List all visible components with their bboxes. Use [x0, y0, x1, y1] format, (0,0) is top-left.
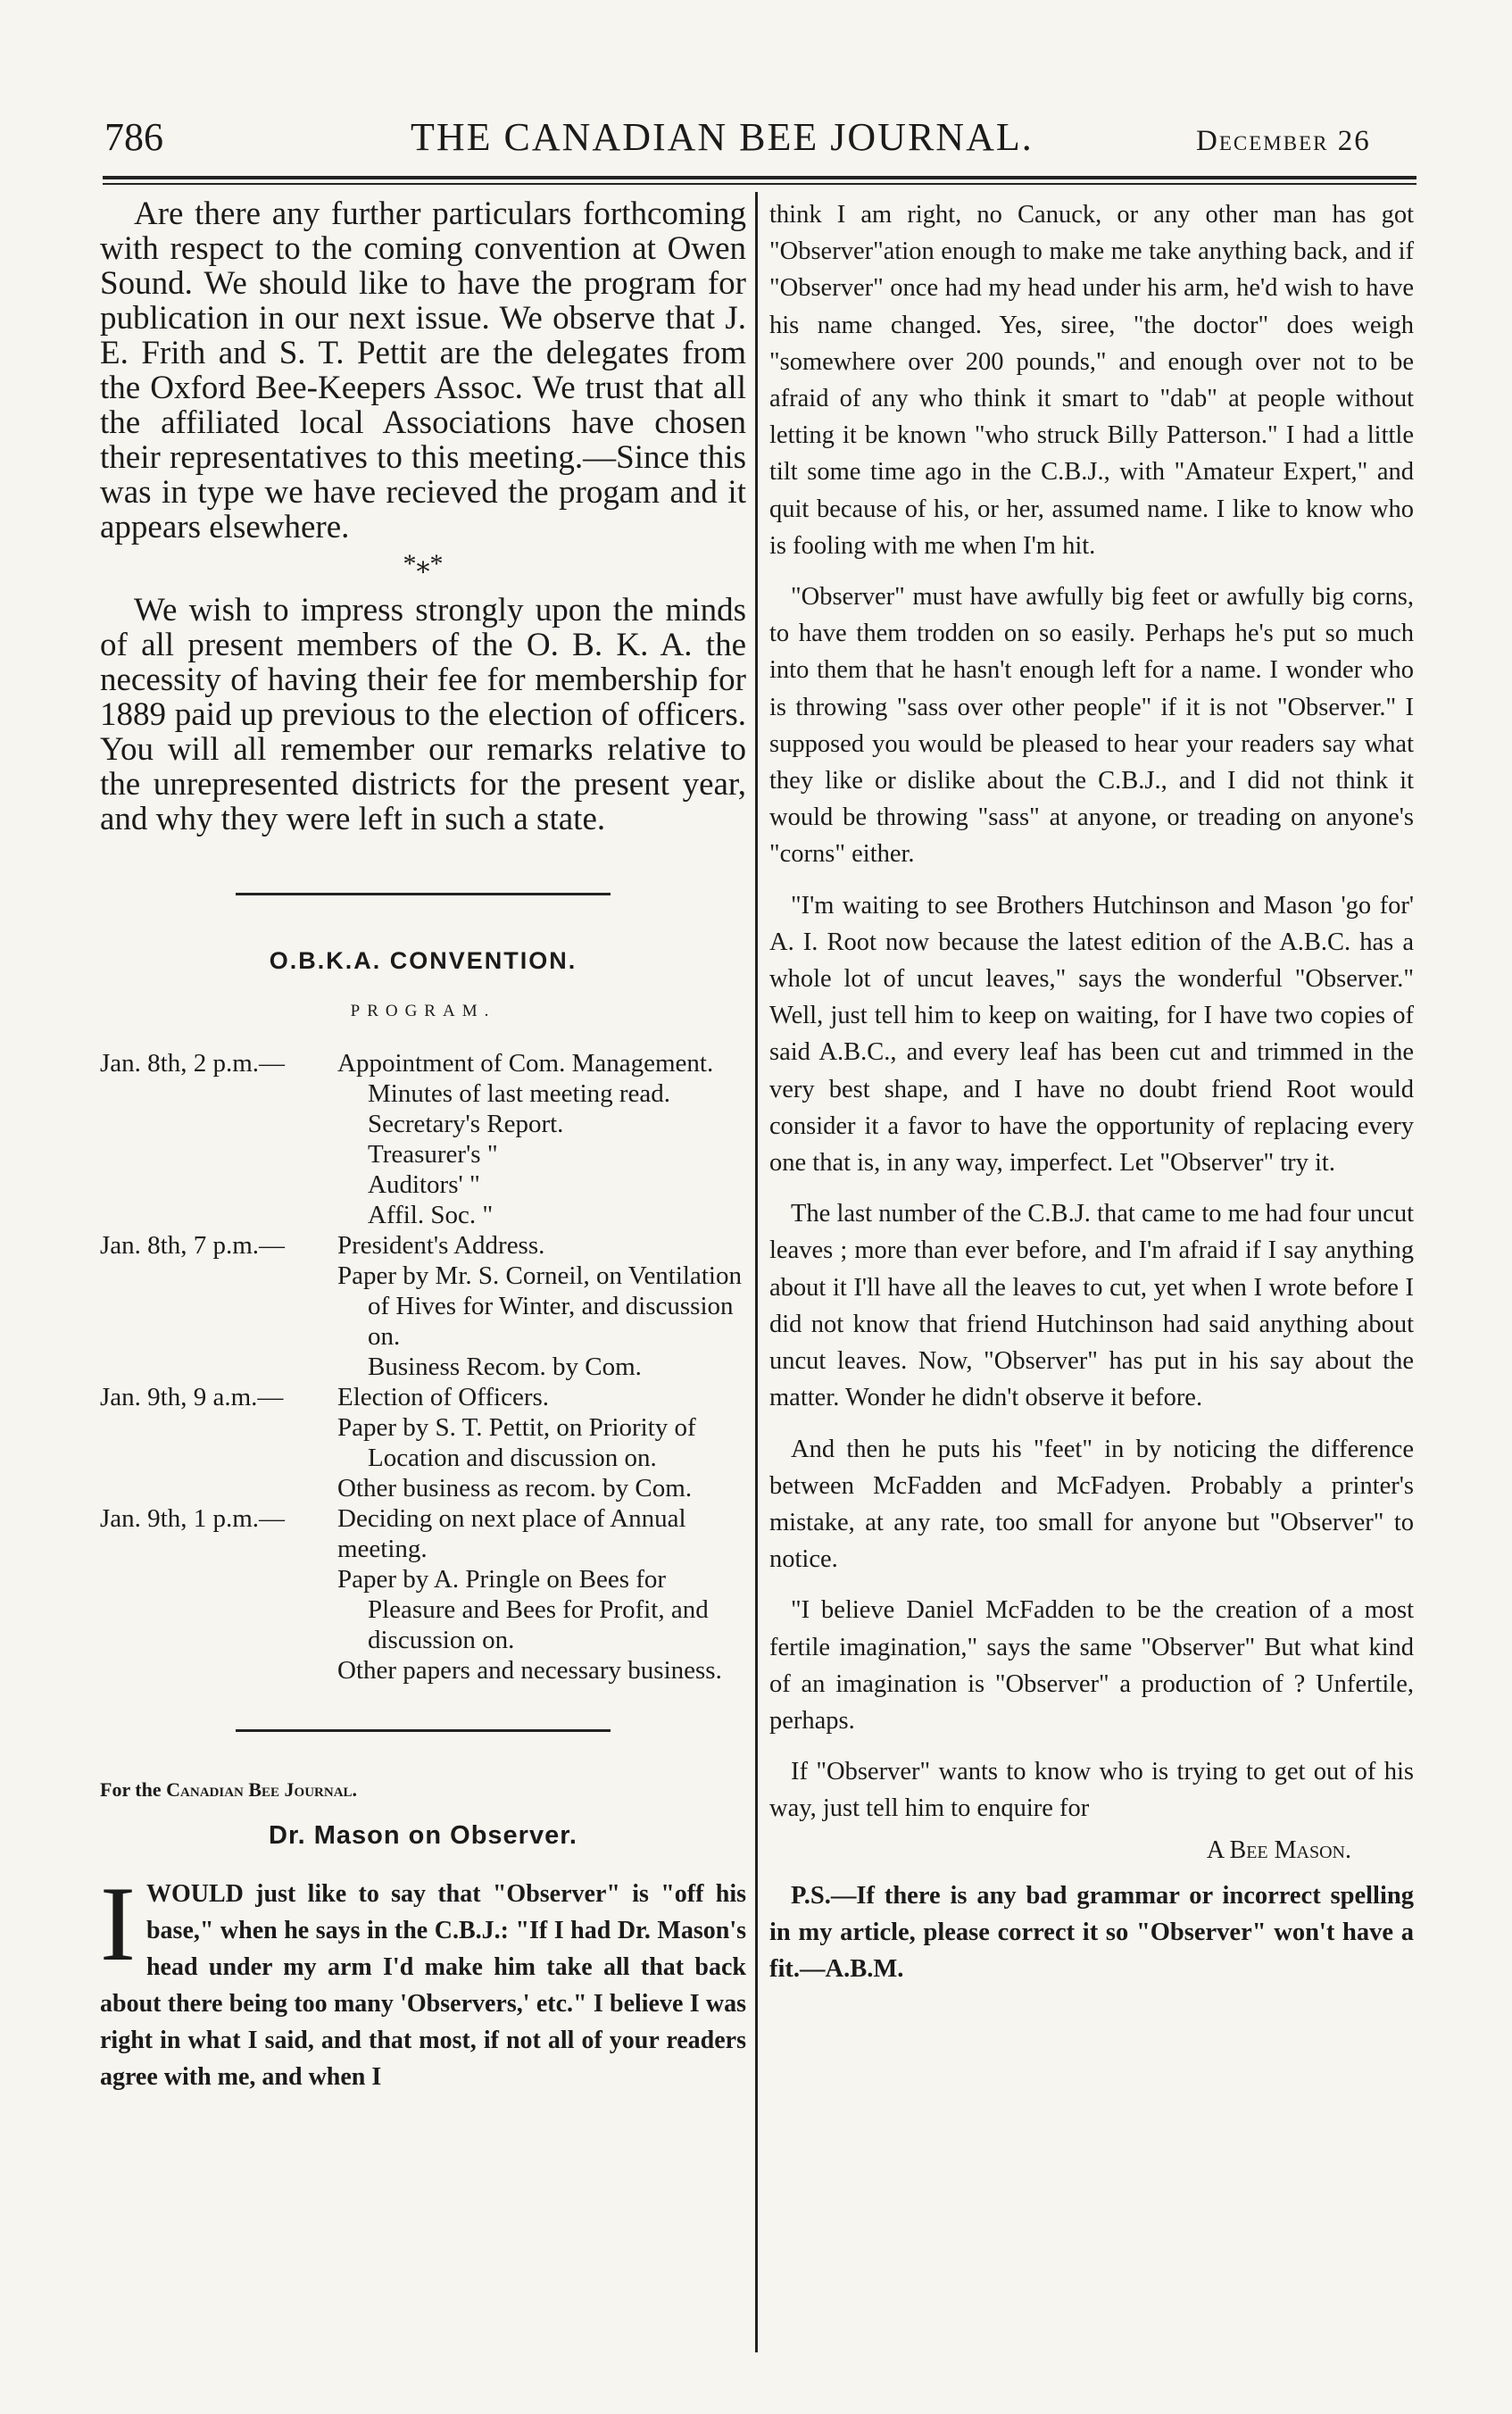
- session-time: Jan. 9th, 9 a.m.—: [100, 1383, 284, 1411]
- article-opening-text: WOULD just like to say that "Observer" is "off his base," when he says in the C.B.J.: "If I had Dr. Mason's head under my arm I'd make him take all that back about there being too many 'Observers,' etc." I believe I was right in what I said, and that most, if not all of your readers agree with me, and when I: [100, 1880, 746, 2091]
- journal-name-smallcaps: Canadian Bee Journal.: [166, 1778, 358, 1801]
- program-session: [100, 1048, 746, 1230]
- program-item: President's Address.: [337, 1231, 545, 1260]
- article-paragraph: "I'm waiting to see Brothers Hutchinson and Mason 'go for' A. I. Root now because the latest edition of the A.B.C. has a whole lot of uncut leaves," says the wonderful "Observer." Well, just tell him to keep on waiting, for I have two copies of said A.B.C., and every leaf has been cut and trimmed in the very best shape, and I have no doubt friend Root would consider it a favor to have the opportunity of replacing every one that is, in any way, imperfect. Let "Observer" try it.: [769, 891, 1414, 1178]
- right-column: [769, 196, 1414, 2002]
- program-session: [100, 1230, 746, 1382]
- drop-cap: I: [100, 1864, 136, 1983]
- program-item: Other business as recom. by Com.: [337, 1474, 693, 1503]
- journal-title: THE CANADIAN BEE JOURNAL.: [411, 115, 1034, 159]
- article-paragraph: The last number of the C.B.J. that came to me had four uncut leaves ; more than ever before, and I'm afraid if I say anything about it I'll have all the leaves to cut, yet when I wrote before I did not know that friend Hutchinson had said anything about uncut leaves. Now, "Observer" has put in his say about the matter. Wonder he didn't observe it before.: [769, 1200, 1414, 1412]
- article-paragraph: "Observer" must have awfully big feet or awfully big corns, to have them trodden on so easily. Perhaps he's put so much into them that he hasn't enough left for a name. I wonder who is throwing "sass over other people" if it is not "Observer." I supposed you would be pleased to hear your readers say what they like or dislike about the C.B.J., and I did not think it would be throwing "sass" at anyone, or treading on anyone's "corns" either.: [769, 583, 1414, 869]
- program-item: Appointment of Com. Management.: [337, 1049, 714, 1078]
- program-item: Affil. Soc. ": [368, 1201, 494, 1229]
- program-session: [100, 1503, 746, 1686]
- page-number: 786: [104, 115, 163, 159]
- program-item: Deciding on next place of Annual meeting.: [337, 1504, 686, 1563]
- program-item: Paper by S. T. Pettit, on Priority of Location and discussion on.: [337, 1413, 696, 1472]
- session-time: Jan. 8th, 7 p.m.—: [100, 1231, 286, 1260]
- program-session: [100, 1382, 746, 1503]
- article-title: Dr. Mason on Observer.: [269, 1821, 577, 1850]
- program-item: Minutes of last meeting read.: [368, 1079, 671, 1108]
- asterism: *⁎*: [403, 549, 444, 579]
- program-item: Treasurer's ": [368, 1140, 498, 1169]
- left-column: [100, 196, 746, 2095]
- header-rule-thin: [103, 183, 1416, 185]
- program-item: Paper by A. Pringle on Bees for Pleasure and Bees for Profit, and discussion on.: [337, 1565, 709, 1654]
- editorial-paragraph: Are there any further particulars forthcoming with respect to the coming convention at Owen Sound. We should like to have the program for publication in our next issue. We observe that J. E. Frith and S. T. Pettit are the delegates from the Oxford Bee-Keepers Assoc. We trust that all the affiliated local Associations have chosen their representatives to this meeting.—Since this was in type we have recieved the progam and it appears elsewhere.: [100, 196, 746, 545]
- program-item: Paper by Mr. S. Corneil, on Ventilation of Hives for Winter, and discussion on.: [337, 1261, 742, 1351]
- article-paragraph: think I am right, no Canuck, or any other man has got "Observer"ation enough to make me take anything back, and if "Observer" once had my head under his arm, he'd wish to have his name changed. Yes, siree, "the doctor" does weigh "somewhere over 200 pounds," and enough over not to be afraid of any who think it smart to "dab" at people without letting it be known "who struck Billy Patterson." I had a little tilt some time ago in the C.B.J., with "Amateur Expert," and quit because of his, or her, assumed name. I like to know who is fooling with me when I'm hit.: [769, 201, 1414, 560]
- issue-date: December 26: [1196, 125, 1371, 157]
- session-time: Jan. 8th, 2 p.m.—: [100, 1049, 286, 1078]
- program-item: Business Recom. by Com.: [368, 1353, 642, 1381]
- program-item: Auditors' ": [368, 1170, 480, 1199]
- program-item: Election of Officers.: [337, 1383, 550, 1411]
- section-ornament: [100, 1712, 746, 1739]
- section-ornament: [100, 876, 746, 903]
- program-item: Other papers and necessary business.: [337, 1656, 722, 1685]
- program-list: [100, 1048, 746, 1686]
- for-line-prefix: For the: [100, 1778, 167, 1801]
- program-heading: PROGRAM.: [350, 1002, 496, 1020]
- header-rule: [103, 176, 1416, 179]
- article-paragraph: If "Observer" wants to know who is trying to get out of his way, just tell him to enquire for: [769, 1758, 1414, 1823]
- editorial-paragraph: We wish to impress strongly upon the minds of all present members of the O. B. K. A. the necessity of having their fee for membership for 1889 paid up previous to the election of officers. You will all remember our remarks relative to the unrepresented districts for the present year, and why they were left in such a state.: [100, 592, 746, 837]
- column-divider: [755, 192, 758, 2352]
- session-time: Jan. 9th, 1 p.m.—: [100, 1504, 286, 1533]
- convention-title: O.B.K.A. CONVENTION.: [269, 947, 577, 974]
- article-paragraph: "I believe Daniel McFadden to be the creation of a most fertile imagination," says the same "Observer" But what kind of an imagination is "Observer" a production of ? Unfertile, perhaps.: [769, 1596, 1414, 1735]
- article-opening: [100, 1864, 746, 2095]
- program-item: Secretary's Report.: [368, 1110, 564, 1138]
- postscript: P.S.—If there is any bad grammar or incorrect spelling in my article, please correct it so "Observer" won't have a fit.—A.B.M.: [769, 1881, 1414, 1983]
- author-signature: A Bee Mason.: [1206, 1835, 1351, 1864]
- article-paragraph: And then he puts his "feet" in by noticing the difference between McFadden and McFadyen. Probably a printer's mistake, at any rate, too small for anyone but "Observer" to notice.: [769, 1435, 1414, 1574]
- for-the-journal-line: [100, 1778, 746, 1802]
